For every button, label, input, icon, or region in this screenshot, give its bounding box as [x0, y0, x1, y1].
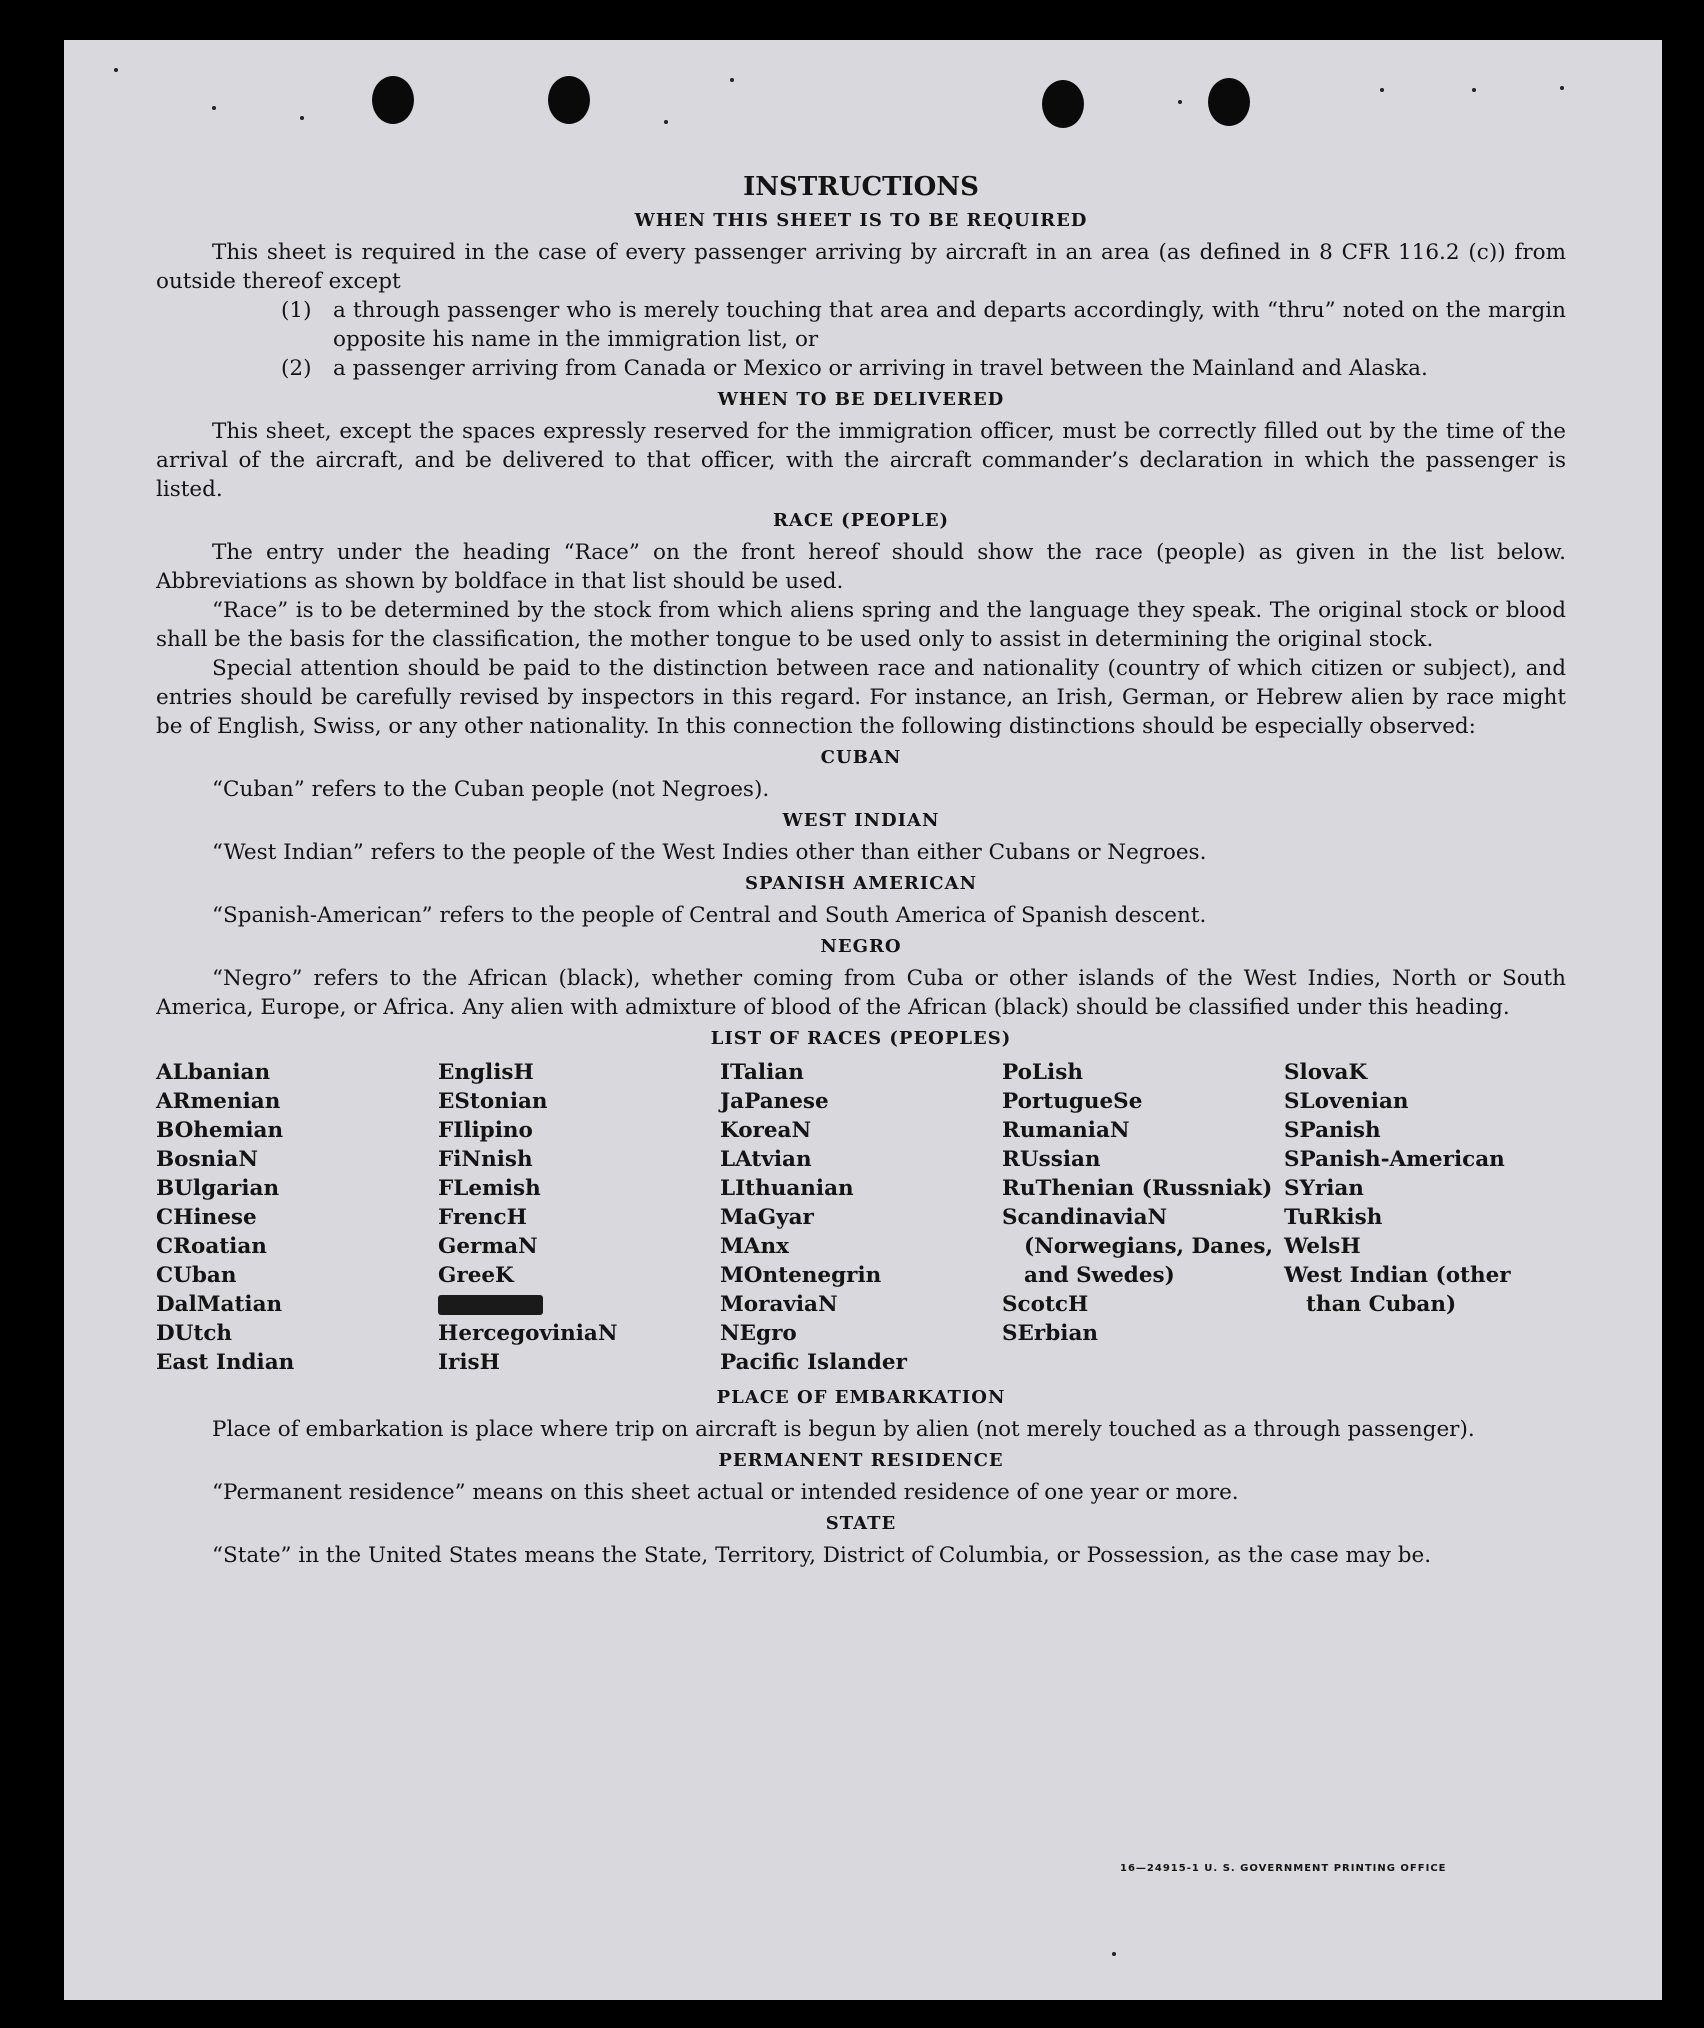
race-paragraph-1: The entry under the heading “Race” on the front hereof should show the race (people) as given in the list below. Abbreviations as shown by boldface in that list should be used. [156, 540, 1566, 594]
race-item: EStonian [438, 1089, 548, 1114]
speck [114, 68, 118, 72]
spanish-american-text: “Spanish-American” refers to the people of Central and South America of Spanish descent. [212, 903, 1207, 928]
exception-item-2 [156, 354, 1566, 383]
race-item: SLovenian [1284, 1089, 1409, 1114]
race-item: FrencH [438, 1205, 527, 1230]
race-item: WelsH [1284, 1234, 1361, 1259]
race-item: MOntenegrin [720, 1263, 882, 1288]
state-text: “State” in the United States means the State, Territory, District of Columbia, or Possession, as the case may be. [212, 1543, 1432, 1568]
heading-state: STATE [825, 1513, 897, 1534]
speck [1178, 100, 1182, 104]
race-paragraph-2: “Race” is to be determined by the stock from which aliens spring and the language they speak. The original stock or blood shall be the basis for the classification, the mother tongue to be used only to assist in determining the original stock. [156, 598, 1566, 652]
redacted-race-item [438, 1290, 720, 1319]
heading-embarkation: PLACE OF EMBARKATION [716, 1387, 1006, 1408]
race-item: MoraviaN [720, 1292, 838, 1317]
race-item: DUtch [156, 1321, 233, 1346]
item-text: a through passenger who is merely touching that area and departs accordingly, with “thru” noted on the margin opposite his name in the immigration list, or [333, 298, 1566, 352]
race-item: PortugueSe [1002, 1089, 1143, 1114]
when-delivered-text: This sheet, except the spaces expressly reserved for the immigration officer, must be correctly filled out by the time of the arrival of the aircraft, and be delivered to that officer, with the aircraft commander’s declaration in which the passenger is listed. [156, 419, 1566, 502]
negro-text: “Negro” refers to the African (black), whether coming from Cuba or other islands of the West Indies, North or South America, Europe, or Africa. Any alien with admixture of blood of the African (black) should be classified under this heading. [156, 966, 1566, 1020]
race-item: GermaN [438, 1234, 538, 1259]
page-title: INSTRUCTIONS [743, 172, 979, 202]
item-text: a passenger arriving from Canada or Mexico or arriving in travel between the Mainland and Alaska. [333, 356, 1428, 381]
race-item: HercegoviniaN [438, 1321, 618, 1346]
speck [1112, 1952, 1116, 1956]
speck [730, 78, 734, 82]
heading-residence: PERMANENT RESIDENCE [718, 1450, 1004, 1471]
document-sheet [64, 40, 1662, 2000]
race-paragraph-3: Special attention should be paid to the distinction between race and nationality (country of which citizen or subject), and entries should be carefully revised by inspectors in this regard. For instance, an Irish, German, or Hebrew alien by race might be of English, Swiss, or any other nationality. In this connection the following distinctions should be especially observed: [156, 656, 1566, 739]
west-indian-text: “West Indian” refers to the people of the West Indies other than either Cubans or Negroes. [212, 840, 1207, 865]
heading-west-indian: WEST INDIAN [782, 810, 940, 831]
redaction-mark [438, 1295, 543, 1315]
race-item: BosniaN [156, 1147, 258, 1172]
heading-list-of-races: LIST OF RACES (PEOPLES) [710, 1028, 1012, 1049]
race-item: FIlipino [438, 1118, 533, 1143]
race-item: ScotcH [1002, 1292, 1089, 1317]
race-item: ALbanian [156, 1060, 271, 1085]
race-column-2 [438, 1058, 720, 1377]
race-column-5 [1284, 1058, 1566, 1377]
race-item: EnglisH [438, 1060, 534, 1085]
race-item: JaPanese [720, 1089, 829, 1114]
race-item: CRoatian [156, 1234, 267, 1259]
race-item: CUban [156, 1263, 237, 1288]
race-item: Pacific Islander [720, 1350, 907, 1375]
speck [1380, 88, 1384, 92]
heading-when-delivered: WHEN TO BE DELIVERED [717, 389, 1005, 410]
race-column-3 [720, 1058, 1002, 1377]
instructions-content [156, 170, 1566, 1570]
speck [1472, 88, 1476, 92]
race-item: FiNnish [438, 1147, 533, 1172]
heading-spanish-american: SPANISH AMERICAN [744, 873, 978, 894]
punch-hole [1042, 80, 1084, 128]
race-item: MaGyar [720, 1205, 814, 1230]
race-item: RuThenian (Russniak) [1002, 1176, 1273, 1201]
race-column-1 [156, 1058, 438, 1377]
race-item: West Indian (other than Cuban) [1284, 1263, 1511, 1317]
heading-when-required: WHEN THIS SHEET IS TO BE REQUIRED [634, 210, 1088, 231]
exception-item-1 [156, 296, 1566, 354]
cuban-text: “Cuban” refers to the Cuban people (not Negroes). [212, 777, 770, 802]
race-item: TuRkish [1284, 1205, 1383, 1230]
speck [300, 116, 304, 120]
race-item: PoLish [1002, 1060, 1083, 1085]
punch-hole [1208, 78, 1250, 126]
heading-cuban: CUBAN [820, 747, 902, 768]
race-item: ITalian [720, 1060, 804, 1085]
race-item: CHinese [156, 1205, 257, 1230]
race-item: SlovaK [1284, 1060, 1368, 1085]
when-required-intro: This sheet is required in the case of every passenger arriving by aircraft in an area (as defined in 8 CFR 116.2 (c)) from outside thereof except [156, 240, 1566, 294]
race-item: SYrian [1284, 1176, 1364, 1201]
punch-hole [548, 76, 590, 124]
race-item: ScandinaviaN (Norwegians, Danes, and Swedes) [1002, 1205, 1273, 1288]
race-item: DalMatian [156, 1292, 283, 1317]
race-item: IrisH [438, 1350, 500, 1375]
race-column-4 [1002, 1058, 1284, 1377]
race-item: SPanish [1284, 1118, 1381, 1143]
embarkation-text: Place of embarkation is place where trip on aircraft is begun by alien (not merely touched as a through passenger). [212, 1417, 1475, 1442]
race-item: SPanish-American [1284, 1147, 1505, 1172]
item-number: (2) [281, 356, 312, 381]
race-item: SErbian [1002, 1321, 1099, 1346]
speck [1560, 86, 1564, 90]
speck [664, 120, 668, 124]
race-item: GreeK [438, 1263, 514, 1288]
race-item: RUssian [1002, 1147, 1101, 1172]
item-number: (1) [281, 298, 312, 323]
race-item: BUlgarian [156, 1176, 280, 1201]
heading-race: RACE (PEOPLE) [772, 510, 950, 531]
race-item: LIthuanian [720, 1176, 854, 1201]
heading-negro: NEGRO [820, 936, 902, 957]
race-list [156, 1058, 1566, 1377]
race-item: East Indian [156, 1350, 295, 1375]
race-item: FLemish [438, 1176, 541, 1201]
punch-hole [372, 76, 414, 124]
printer-imprint: 16—24915-1 U. S. GOVERNMENT PRINTING OFFICE [1120, 1863, 1447, 1874]
race-item: MAnx [720, 1234, 789, 1259]
race-item: KoreaN [720, 1118, 812, 1143]
race-item: NEgro [720, 1321, 797, 1346]
residence-text: “Permanent residence” means on this sheet actual or intended residence of one year or more. [212, 1480, 1239, 1505]
race-item: RumaniaN [1002, 1118, 1130, 1143]
speck [212, 106, 216, 110]
race-item: LAtvian [720, 1147, 812, 1172]
race-item: ARmenian [156, 1089, 281, 1114]
race-item: BOhemian [156, 1118, 284, 1143]
